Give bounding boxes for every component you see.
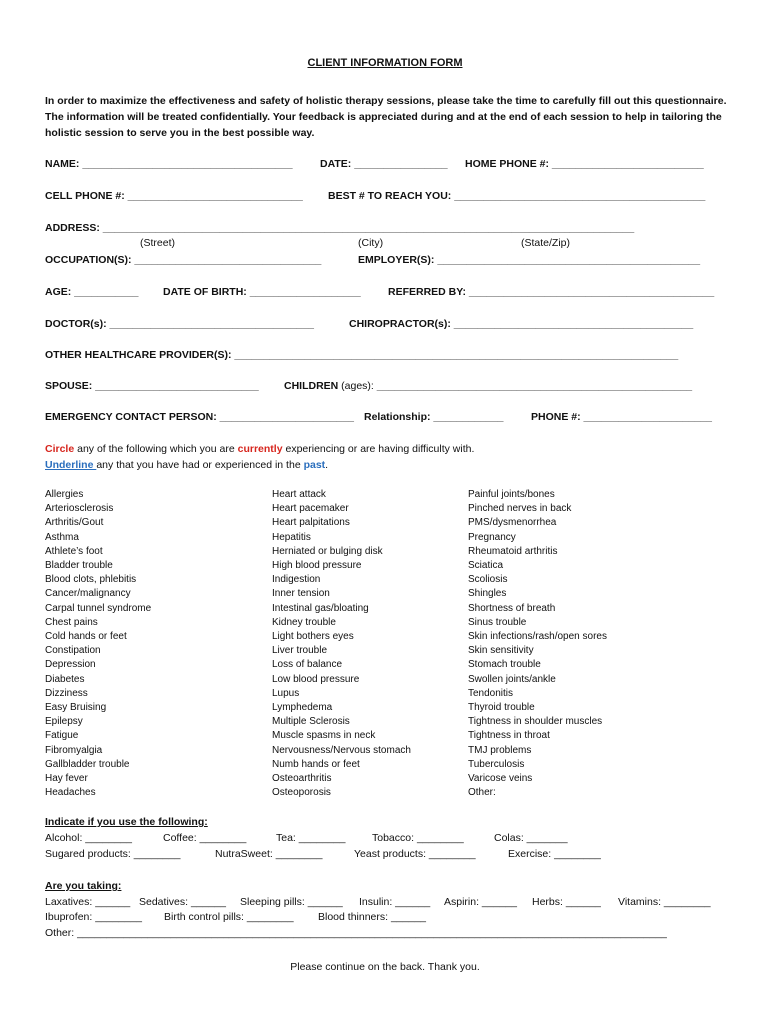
- condition-item[interactable]: Carpal tunnel syndrome: [45, 602, 152, 614]
- underline-text: any that you have had or experienced in the: [96, 459, 304, 471]
- referred-by-field[interactable]: REFERRED BY: __________________________________________: [388, 286, 715, 298]
- children-line[interactable]: ______________________________________________________: [376, 380, 693, 392]
- sedatives-field[interactable]: Sedatives: ______: [139, 896, 226, 908]
- condition-item[interactable]: Heart attack: [272, 489, 326, 500]
- city-label: (City): [358, 237, 384, 249]
- condition-item[interactable]: Hay fever: [45, 773, 88, 785]
- sleeping-pills-field[interactable]: Sleeping pills: ______: [240, 896, 343, 908]
- condition-item[interactable]: Easy Bruising: [45, 702, 107, 714]
- condition-item[interactable]: Numb hands or feet: [272, 758, 360, 770]
- condition-item[interactable]: Tuberculosis: [468, 758, 525, 770]
- condition-item[interactable]: High blood pressure: [272, 560, 362, 572]
- condition-item[interactable]: Swollen joints/ankle: [468, 673, 556, 685]
- age-field[interactable]: AGE: ___________: [45, 286, 139, 298]
- underline-instruction: [45, 459, 328, 471]
- condition-item[interactable]: Shortness of breath: [468, 602, 556, 614]
- condition-item[interactable]: Stomach trouble: [468, 659, 541, 671]
- ibuprofen-field[interactable]: Ibuprofen: ________: [45, 911, 142, 923]
- condition-item[interactable]: Nervousness/Nervous stomach: [272, 744, 411, 756]
- relationship-field[interactable]: Relationship: ____________: [364, 411, 504, 423]
- circle-text-1: any of the following which you are: [74, 443, 238, 455]
- condition-item[interactable]: Indigestion: [272, 574, 321, 586]
- condition-item[interactable]: Arteriosclerosis: [45, 503, 114, 515]
- condition-item[interactable]: Tightness in throat: [468, 730, 550, 742]
- coffee-field[interactable]: Coffee: ________: [163, 832, 247, 844]
- condition-item[interactable]: Tightness in shoulder muscles: [468, 716, 603, 728]
- condition-item[interactable]: Chest pains: [45, 616, 98, 628]
- other-healthcare-field[interactable]: OTHER HEALTHCARE PROVIDER(S): ____________________________________________________________________________: [45, 349, 679, 361]
- condition-item[interactable]: TMJ problems: [468, 744, 532, 756]
- condition-item[interactable]: Lymphedema: [272, 702, 333, 714]
- tea-field[interactable]: Tea: ________: [276, 832, 346, 844]
- circle-instruction: [45, 443, 474, 455]
- condition-item[interactable]: Liver trouble: [272, 645, 328, 657]
- vitamins-field[interactable]: Vitamins: ________: [618, 896, 711, 908]
- conditions-column-1: [45, 488, 151, 800]
- condition-item[interactable]: Scoliosis: [468, 574, 508, 586]
- condition-item[interactable]: Heart pacemaker: [272, 503, 349, 515]
- state-zip-label: (State/Zip): [521, 237, 571, 249]
- date-of-birth-field[interactable]: DATE OF BIRTH: ___________________: [163, 286, 361, 298]
- conditions-column-3: [468, 488, 607, 800]
- condition-item[interactable]: Tendonitis: [468, 687, 514, 699]
- condition-item[interactable]: Depression: [45, 659, 96, 671]
- condition-item[interactable]: Cold hands or feet: [45, 631, 127, 643]
- condition-item[interactable]: Kidney trouble: [272, 616, 336, 628]
- herbs-field[interactable]: Herbs: ______: [532, 896, 601, 908]
- condition-item[interactable]: Dizziness: [45, 687, 88, 699]
- street-label: (Street): [140, 237, 176, 249]
- circle-text-2: experiencing or are having difficulty with.: [282, 443, 475, 455]
- condition-item[interactable]: Varicose veins: [468, 773, 533, 785]
- aspirin-field[interactable]: Aspirin: ______: [444, 896, 517, 908]
- emergency-contact-field[interactable]: EMERGENCY CONTACT PERSON: _______________________: [45, 411, 354, 423]
- condition-item[interactable]: Low blood pressure: [272, 673, 360, 685]
- condition-item[interactable]: Lupus: [272, 687, 300, 699]
- home-phone-field[interactable]: HOME PHONE #: __________________________: [465, 158, 704, 170]
- condition-item[interactable]: Hepatitis: [272, 531, 311, 543]
- condition-item[interactable]: Epilepsy: [45, 716, 83, 728]
- condition-item[interactable]: Cancer/malignancy: [45, 588, 131, 600]
- insulin-field[interactable]: Insulin: ______: [359, 896, 431, 908]
- condition-item[interactable]: Fibromyalgia: [45, 744, 103, 756]
- employer-field[interactable]: EMPLOYER(S): _____________________________________________: [358, 254, 701, 266]
- underline-period: .: [325, 459, 329, 471]
- past-word: past: [303, 459, 326, 471]
- condition-item[interactable]: Pinched nerves in back: [468, 503, 572, 515]
- condition-item[interactable]: Inner tension: [272, 588, 330, 600]
- condition-item[interactable]: Painful joints/bones: [468, 489, 555, 500]
- condition-item[interactable]: Rheumatoid arthritis: [468, 545, 558, 557]
- form-title: CLIENT INFORMATION FORM: [307, 57, 463, 69]
- condition-item[interactable]: Gallbladder trouble: [45, 758, 130, 770]
- condition-item[interactable]: Thyroid trouble: [468, 702, 535, 714]
- birth-control-field[interactable]: Birth control pills: ________: [164, 911, 294, 923]
- condition-item[interactable]: Fatigue: [45, 730, 79, 742]
- blood-thinners-field[interactable]: Blood thinners: ______: [318, 911, 426, 923]
- underline-word: Underline: [45, 459, 97, 471]
- condition-item[interactable]: Arthritis/Gout: [45, 517, 104, 529]
- currently-word: currently: [237, 443, 283, 455]
- doctor-field[interactable]: DOCTOR(s): ___________________________________: [45, 318, 314, 330]
- taking-heading: Are you taking:: [45, 880, 122, 892]
- condition-item[interactable]: Skin sensitivity: [468, 645, 534, 657]
- condition-item[interactable]: Sinus trouble: [468, 616, 527, 628]
- yeast-products-field[interactable]: Yeast products: ________: [354, 848, 476, 860]
- condition-item[interactable]: Skin infections/rash/open sores: [468, 631, 607, 643]
- condition-item[interactable]: Shingles: [468, 588, 507, 600]
- footer-note: Please continue on the back. Thank you.: [290, 961, 480, 973]
- children-label: CHILDREN: [284, 380, 339, 392]
- condition-item[interactable]: Multiple Sclerosis: [272, 716, 350, 728]
- indicate-heading: Indicate if you use the following:: [45, 816, 208, 828]
- other-taking-field[interactable]: Other: _____________________________________________________________________________________________________: [45, 927, 667, 939]
- condition-item[interactable]: Constipation: [45, 645, 101, 657]
- tobacco-field[interactable]: Tobacco: ________: [372, 832, 464, 844]
- children-ages-label: (ages):: [341, 380, 374, 392]
- circle-word: Circle: [45, 443, 75, 455]
- condition-item[interactable]: Blood clots, phlebitis: [45, 574, 137, 586]
- address-field[interactable]: ADDRESS: ___________________________________________________________________________________________: [45, 222, 635, 234]
- condition-item[interactable]: Light bothers eyes: [272, 631, 354, 643]
- exercise-field[interactable]: Exercise: ________: [508, 848, 601, 860]
- date-field[interactable]: DATE: ________________: [320, 158, 448, 170]
- condition-item[interactable]: Headaches: [45, 787, 96, 799]
- laxatives-field[interactable]: Laxatives: ______: [45, 896, 131, 908]
- conditions-column-2: [272, 488, 411, 800]
- condition-item[interactable]: Loss of balance: [272, 659, 343, 671]
- condition-item[interactable]: Muscle spasms in neck: [272, 730, 376, 742]
- condition-item[interactable]: Allergies: [45, 489, 84, 500]
- condition-item[interactable]: Other:: [468, 787, 496, 799]
- children-field[interactable]: [284, 380, 692, 392]
- condition-item[interactable]: Diabetes: [45, 673, 85, 685]
- sugared-products-field[interactable]: Sugared products: ________: [45, 848, 181, 860]
- best-number-field[interactable]: BEST # TO REACH YOU: ___________________________________________: [328, 190, 706, 202]
- alcohol-field[interactable]: Alcohol: ________: [45, 832, 132, 844]
- spouse-field[interactable]: SPOUSE: ____________________________: [45, 380, 259, 392]
- condition-item[interactable]: PMS/dysmenorrhea: [468, 517, 557, 529]
- condition-item[interactable]: Asthma: [45, 531, 79, 543]
- name-field[interactable]: NAME: ____________________________________: [45, 158, 293, 170]
- condition-item[interactable]: Pregnancy: [468, 531, 516, 543]
- condition-item[interactable]: Athlete’s foot: [45, 545, 103, 557]
- phone-field[interactable]: PHONE #: ______________________: [531, 411, 712, 423]
- nutrasweet-field[interactable]: NutraSweet: ________: [215, 848, 323, 860]
- condition-item[interactable]: Bladder trouble: [45, 560, 113, 572]
- condition-item[interactable]: Sciatica: [468, 560, 504, 572]
- condition-item[interactable]: Herniated or bulging disk: [272, 545, 383, 557]
- condition-item[interactable]: Intestinal gas/bloating: [272, 602, 369, 614]
- condition-item[interactable]: Osteoarthritis: [272, 773, 332, 785]
- intro-paragraph: In order to maximize the effectiveness and safety of holistic therapy sessions, please take the time to carefully fill out this questionnaire. The information will be treated confidentially. Your feedback is appreciated during and at the end of each session to help in tailoring the holistic session to serve you in the best possible way.: [45, 95, 727, 139]
- occupation-field[interactable]: OCCUPATION(S): ________________________________: [45, 254, 322, 266]
- chiropractor-field[interactable]: CHIROPRACTOR(s): _________________________________________: [349, 318, 694, 330]
- condition-item[interactable]: Heart palpitations: [272, 517, 350, 529]
- condition-item[interactable]: Osteoporosis: [272, 787, 331, 799]
- cell-phone-field[interactable]: CELL PHONE #: ______________________________: [45, 190, 303, 202]
- colas-field[interactable]: Colas: _______: [494, 832, 568, 844]
